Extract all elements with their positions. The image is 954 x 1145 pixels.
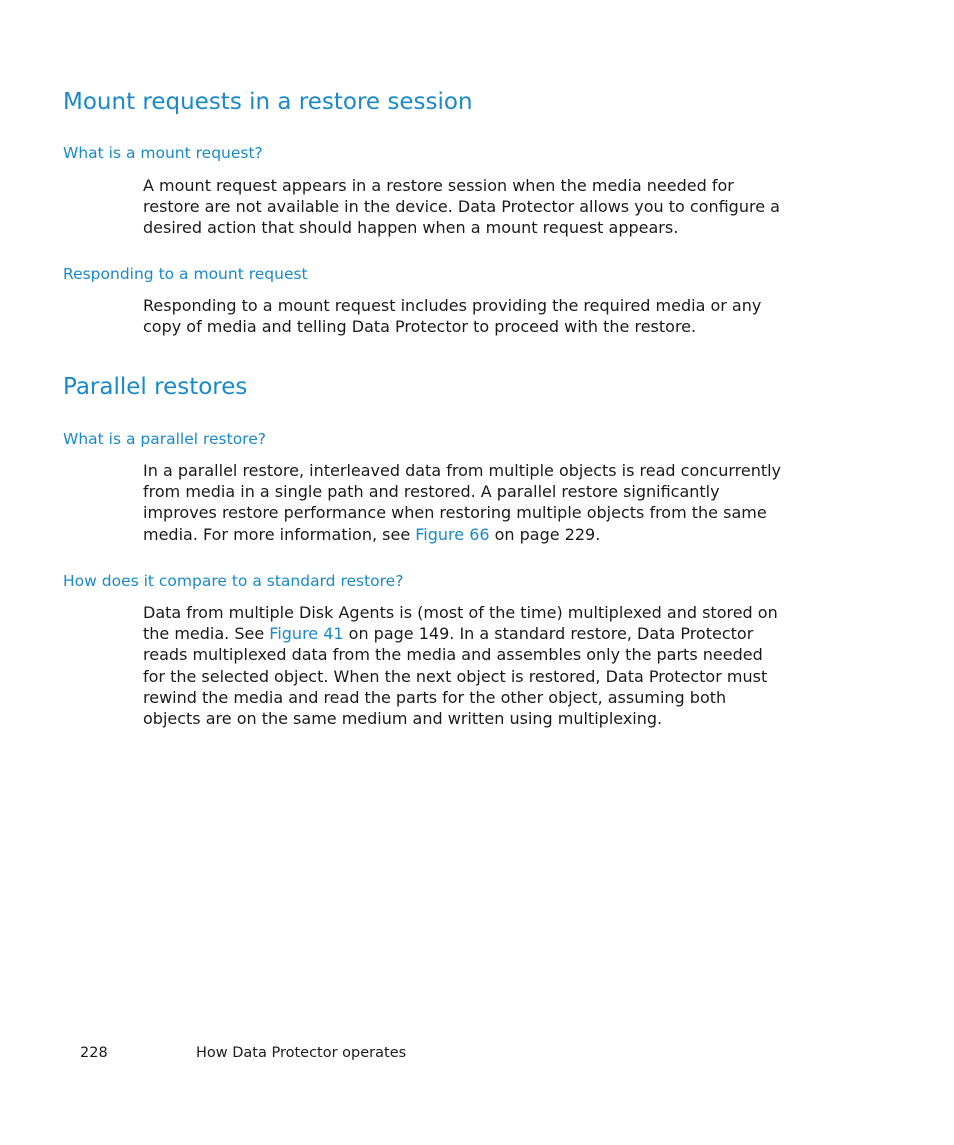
paragraph-text: Data from multiple Disk Agents is (most of the time) multiplexed and stored on the media. See [143, 603, 778, 644]
paragraph-text: on page 149. In a standard restore, Data Protector reads multiplexed data from the media and assembles only the parts needed for the selected object. When the next object is restored, Data Protector must rewind the media and read the parts for the other object, assuming both objects are on the same medium and written using multiplexing. [143, 624, 768, 729]
subsection-heading-responding-mount-request: Responding to a mount request [63, 265, 308, 283]
paragraph-text: In a parallel restore, interleaved data from multiple objects is read concurrently from media in a single path and restored. A parallel restore significantly improves restore performance when restoring multiple objects from the same media. For more information, see [143, 461, 782, 544]
subsection-heading-what-is-parallel-restore: What is a parallel restore? [63, 430, 266, 448]
paragraph-compare-standard-restore [143, 602, 788, 729]
subsection-heading-what-is-mount-request: What is a mount request? [63, 144, 263, 162]
section-heading-mount-requests: Mount requests in a restore session [63, 89, 473, 115]
paragraph-text: on page 229. [489, 524, 601, 544]
paragraph-responding-mount-request: Responding to a mount request includes providing the required media or any copy of media and telling Data Protector to proceed with the restore. [143, 296, 762, 337]
paragraph-what-is-mount-request: A mount request appears in a restore session when the media needed for restore are not available in the device. Data Protector allows you to configure a desired action that should happen when a mount request appears. [143, 176, 780, 238]
figure-41-link[interactable]: Figure 41 [269, 624, 344, 644]
footer-page-number: 228 [80, 1045, 108, 1061]
paragraph-what-is-parallel-restore [143, 460, 788, 545]
subsection-heading-compare-standard-restore: How does it compare to a standard restore? [63, 572, 404, 590]
figure-66-link[interactable]: Figure 66 [415, 524, 490, 544]
footer-chapter-title: How Data Protector operates [196, 1045, 407, 1061]
section-heading-parallel-restores: Parallel restores [63, 374, 248, 400]
